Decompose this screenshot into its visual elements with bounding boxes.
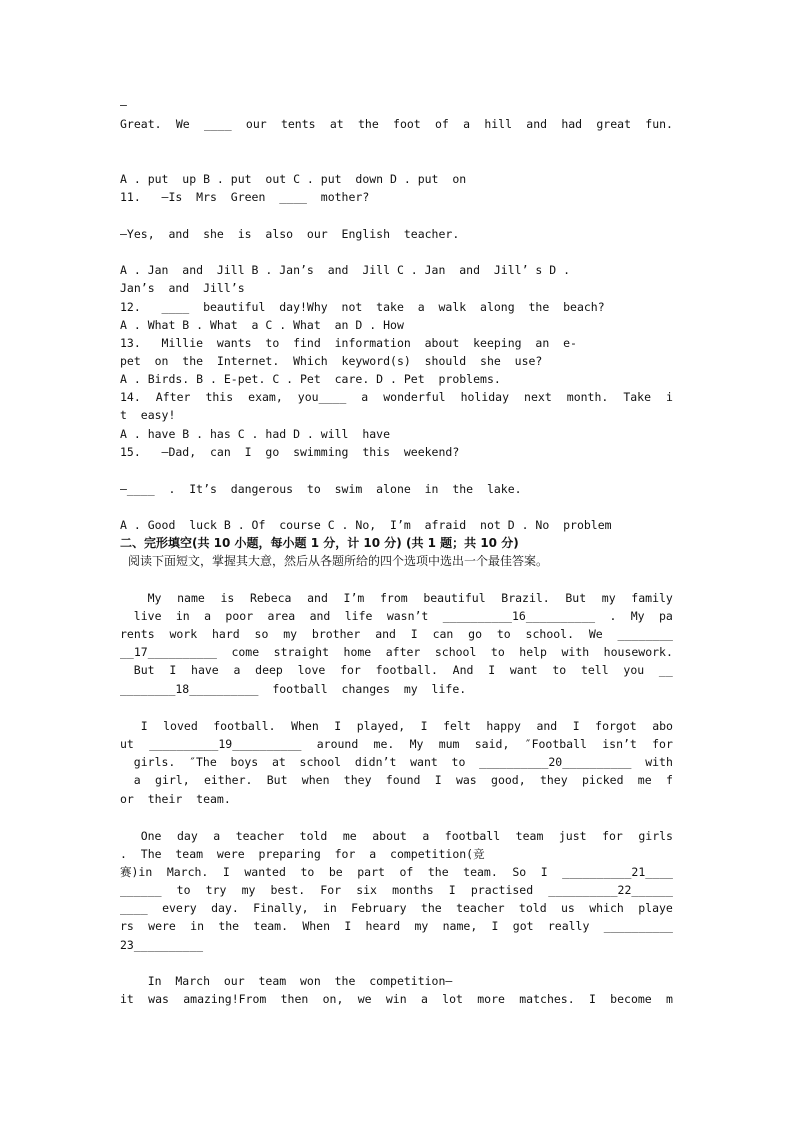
word: happy bbox=[486, 719, 521, 733]
passage-line: 23__________ bbox=[120, 938, 204, 952]
word: hard bbox=[211, 627, 240, 641]
word: for bbox=[602, 829, 623, 843]
word: ut bbox=[120, 737, 134, 751]
passage-line bbox=[120, 829, 673, 843]
word: f bbox=[665, 773, 673, 787]
passage-line: In March our team won the competition— bbox=[120, 974, 453, 988]
word: the bbox=[218, 919, 240, 933]
word: then bbox=[280, 992, 309, 1006]
word: beautiful bbox=[423, 591, 486, 605]
word: a bbox=[422, 829, 430, 843]
passage-line bbox=[120, 992, 673, 1006]
word: best. bbox=[270, 883, 306, 897]
word: After bbox=[155, 390, 191, 404]
word: football bbox=[444, 829, 501, 843]
word: help bbox=[519, 645, 547, 659]
word: So bbox=[512, 865, 527, 879]
word: name bbox=[177, 591, 205, 605]
word: in bbox=[175, 609, 190, 623]
word: heard bbox=[365, 919, 401, 933]
word: I bbox=[588, 992, 596, 1006]
passage-line bbox=[120, 719, 673, 733]
word: of bbox=[399, 865, 414, 879]
word: We bbox=[588, 627, 603, 641]
word: can bbox=[432, 627, 454, 641]
word: __________22______ bbox=[548, 883, 673, 897]
word: a bbox=[213, 829, 221, 843]
passage-line bbox=[120, 645, 673, 659]
word: go bbox=[468, 627, 483, 641]
word: they bbox=[539, 773, 568, 787]
word: a bbox=[204, 609, 212, 623]
word: My bbox=[147, 591, 162, 605]
question-10-stem bbox=[120, 117, 673, 131]
word: had bbox=[561, 117, 583, 131]
word: more bbox=[477, 992, 505, 1006]
word: girls. bbox=[133, 755, 176, 769]
word: 赛)in bbox=[120, 865, 153, 879]
question-14-stem bbox=[120, 390, 673, 404]
word: forgot bbox=[595, 719, 637, 733]
word: a bbox=[463, 117, 471, 131]
word: found bbox=[385, 773, 421, 787]
word: at bbox=[271, 755, 286, 769]
passage-line: or their team. bbox=[120, 792, 231, 806]
word: to bbox=[451, 755, 466, 769]
word: But bbox=[565, 591, 587, 605]
word: abo bbox=[652, 719, 673, 733]
word: tents bbox=[280, 117, 316, 131]
word: hill bbox=[484, 117, 513, 131]
word: rs bbox=[120, 919, 134, 933]
word: brother bbox=[311, 627, 361, 641]
word: name, bbox=[442, 919, 478, 933]
word: Great. bbox=[120, 117, 162, 131]
passage-line bbox=[120, 737, 673, 751]
word: just bbox=[558, 829, 587, 843]
word: family bbox=[631, 591, 673, 605]
word: practised bbox=[470, 883, 534, 897]
word: girls bbox=[638, 829, 673, 843]
word: amazing!From bbox=[183, 992, 267, 1006]
word: For bbox=[320, 883, 342, 897]
passage-line bbox=[120, 901, 673, 915]
word: a bbox=[133, 773, 141, 787]
passage-line bbox=[120, 591, 673, 605]
word: football. bbox=[375, 663, 438, 677]
word: month. bbox=[566, 390, 609, 404]
word: felt bbox=[443, 719, 471, 733]
word: got bbox=[512, 919, 534, 933]
word: I bbox=[434, 773, 442, 787]
word: want bbox=[509, 663, 538, 677]
word: school. bbox=[525, 627, 575, 641]
section-header: 二、完形填空(共 10 小题，每小题 1 分，计 10 分) (共 1 题；共 10 分) bbox=[120, 536, 519, 550]
word: I bbox=[222, 865, 230, 879]
word: love bbox=[297, 663, 326, 677]
word: and bbox=[307, 591, 328, 605]
word: me bbox=[342, 829, 357, 843]
question-10-options: A . put up B . put out C . put down D . put on bbox=[120, 172, 467, 186]
word: it bbox=[120, 992, 134, 1006]
word: wasn’t bbox=[386, 609, 429, 623]
question-11-options-cont: Jan’s and Jill’s bbox=[120, 281, 245, 295]
word: m bbox=[666, 992, 673, 1006]
word: six bbox=[356, 883, 377, 897]
word: lot bbox=[442, 992, 463, 1006]
word: I’m bbox=[343, 591, 365, 605]
word: on, bbox=[322, 992, 344, 1006]
question-15-stem: 15. —Dad, can I go swimming this weekend? bbox=[120, 445, 460, 459]
word: i bbox=[666, 390, 673, 404]
word: and bbox=[536, 719, 558, 733]
word: I bbox=[140, 719, 148, 733]
word: But bbox=[266, 773, 288, 787]
word: was bbox=[455, 773, 477, 787]
word: every bbox=[162, 901, 197, 915]
word: girl, bbox=[155, 773, 190, 787]
word: __________ bbox=[603, 919, 673, 933]
word: good, bbox=[491, 773, 526, 787]
word: team bbox=[515, 829, 544, 843]
word: I bbox=[572, 719, 580, 733]
passage-line bbox=[120, 663, 673, 677]
question-11-stem: 11. —Is Mrs Green ____ mother? bbox=[120, 190, 370, 204]
word: __17__________ bbox=[120, 645, 217, 659]
passage-line: ________18__________ football changes my life. bbox=[120, 682, 467, 696]
word: you bbox=[623, 663, 645, 677]
word: day. bbox=[211, 901, 239, 915]
word: area bbox=[267, 609, 296, 623]
passage-line bbox=[120, 865, 673, 879]
word: us bbox=[561, 901, 575, 915]
word: I bbox=[344, 919, 352, 933]
word: wanted bbox=[244, 865, 286, 879]
word: were bbox=[148, 919, 176, 933]
word: try bbox=[205, 883, 227, 897]
word: __________20__________ bbox=[479, 755, 632, 769]
word: part bbox=[357, 865, 385, 879]
passage-line bbox=[120, 755, 673, 769]
word: for bbox=[340, 663, 361, 677]
word: ________ bbox=[617, 627, 673, 641]
word: at bbox=[329, 117, 344, 131]
passage-line: . The team were preparing for a competition(竞 bbox=[120, 847, 485, 861]
word: told bbox=[518, 901, 547, 915]
word: to bbox=[496, 627, 511, 641]
word: this bbox=[205, 390, 234, 404]
word: rents bbox=[120, 627, 155, 641]
question-15-reply: —____ . It’s dangerous to swim alone in the lake. bbox=[120, 482, 522, 496]
word: ____ bbox=[120, 901, 148, 915]
question-12-stem: 12. ____ beautiful day!Why not take a walk along the beach? bbox=[120, 300, 605, 314]
word: I bbox=[420, 719, 428, 733]
word: of bbox=[434, 117, 449, 131]
word: be bbox=[328, 865, 343, 879]
passage-line bbox=[120, 773, 673, 787]
word: housework. bbox=[603, 645, 673, 659]
word: home bbox=[343, 645, 372, 659]
word: pa bbox=[658, 609, 673, 623]
word: me bbox=[637, 773, 652, 787]
question-15-options: A . Good luck B . Of course C . No, I’m afraid not D . No problem bbox=[120, 518, 612, 532]
word: didn’t bbox=[354, 755, 397, 769]
word: __________19__________ bbox=[149, 737, 302, 751]
passage-line bbox=[120, 609, 673, 623]
word: a bbox=[233, 663, 241, 677]
dash-line: — bbox=[120, 98, 127, 112]
word: team. bbox=[463, 865, 498, 879]
word: so bbox=[254, 627, 269, 641]
word: told bbox=[299, 829, 328, 843]
word: about bbox=[372, 829, 407, 843]
word: My bbox=[409, 737, 424, 751]
word: teacher bbox=[456, 901, 505, 915]
word: 14. bbox=[120, 390, 141, 404]
word: One bbox=[140, 829, 162, 843]
word: want bbox=[410, 755, 438, 769]
word: isn’t bbox=[602, 737, 637, 751]
word: I bbox=[169, 663, 177, 677]
word: they bbox=[343, 773, 372, 787]
word: with bbox=[561, 645, 590, 659]
word: to bbox=[176, 883, 191, 897]
word: and bbox=[375, 627, 396, 641]
question-14-options: A . have B . has C . had D . will have bbox=[120, 427, 391, 441]
word: Finally, bbox=[253, 901, 309, 915]
word: our bbox=[245, 117, 267, 131]
word: in bbox=[322, 901, 337, 915]
question-13-stem: 13. Millie wants to find information about keeping an e- bbox=[120, 336, 577, 350]
word: picked bbox=[581, 773, 624, 787]
word: teacher bbox=[235, 829, 285, 843]
word: Brazil. bbox=[501, 591, 550, 605]
word: around bbox=[316, 737, 359, 751]
word: when bbox=[301, 773, 330, 787]
word: school bbox=[434, 645, 477, 659]
word: in bbox=[190, 919, 205, 933]
word: ____ bbox=[203, 117, 232, 131]
word: wonderful bbox=[383, 390, 446, 404]
word: to bbox=[552, 663, 567, 677]
word: When bbox=[302, 919, 331, 933]
word: and bbox=[309, 609, 331, 623]
word: with bbox=[645, 755, 673, 769]
question-11-reply: —Yes, and she is also our English teacher. bbox=[120, 227, 460, 241]
word: I bbox=[540, 865, 548, 879]
word: ″Football bbox=[524, 737, 587, 751]
word: football. bbox=[213, 719, 276, 733]
word: And bbox=[452, 663, 474, 677]
word: I bbox=[448, 883, 456, 897]
word: playe bbox=[638, 901, 673, 915]
question-13-stem-cont: pet on the Internet. Which keyword(s) should she use? bbox=[120, 354, 543, 368]
word: have bbox=[191, 663, 219, 677]
word: a bbox=[361, 390, 369, 404]
word: matches. bbox=[519, 992, 575, 1006]
word: tell bbox=[580, 663, 609, 677]
word: When bbox=[291, 719, 319, 733]
word: I bbox=[334, 719, 342, 733]
passage-line bbox=[120, 627, 673, 641]
word: mum bbox=[438, 737, 460, 751]
word: My bbox=[630, 609, 645, 623]
word: __________21____ bbox=[562, 865, 673, 879]
word: But bbox=[133, 663, 155, 677]
word: ″The bbox=[189, 755, 217, 769]
word: my bbox=[241, 883, 256, 897]
word: the bbox=[420, 901, 442, 915]
word: is bbox=[220, 591, 235, 605]
passage-line bbox=[120, 883, 673, 897]
word: exam, bbox=[248, 390, 283, 404]
word: . bbox=[609, 609, 617, 623]
word: work bbox=[169, 627, 198, 641]
word: deep bbox=[255, 663, 283, 677]
section-instruction: 阅读下面短文，掌握其大意，然后从各题所给的四个选项中选出一个最佳答案。 bbox=[128, 554, 549, 568]
word: next bbox=[524, 390, 552, 404]
word: my bbox=[414, 919, 429, 933]
word: a bbox=[420, 992, 428, 1006]
word: really bbox=[547, 919, 590, 933]
question-11-options: A . Jan and Jill B . Jan’s and Jill C . Jan and Jill’ s D . bbox=[120, 263, 571, 277]
word: was bbox=[148, 992, 169, 1006]
word: after bbox=[385, 645, 421, 659]
word: foot bbox=[393, 117, 421, 131]
word: team. bbox=[253, 919, 289, 933]
word: either. bbox=[203, 773, 253, 787]
word: played, bbox=[356, 719, 406, 733]
word: you____ bbox=[297, 390, 347, 404]
word: the bbox=[357, 117, 379, 131]
word: holiday bbox=[460, 390, 510, 404]
word: to bbox=[300, 865, 315, 879]
word: live bbox=[133, 609, 162, 623]
word: ______ bbox=[120, 883, 162, 897]
word: Take bbox=[623, 390, 652, 404]
word: come bbox=[231, 645, 260, 659]
word: which bbox=[589, 901, 624, 915]
word: I bbox=[491, 919, 499, 933]
passage-line bbox=[120, 919, 673, 933]
word: we bbox=[357, 992, 372, 1006]
word: me. bbox=[373, 737, 395, 751]
word: March. bbox=[166, 865, 209, 879]
word: my bbox=[283, 627, 298, 641]
word: school bbox=[299, 755, 342, 769]
word: months bbox=[392, 883, 434, 897]
word: win bbox=[385, 992, 407, 1006]
word: straight bbox=[273, 645, 330, 659]
question-12-options: A . What B . What a C . What an D . How bbox=[120, 318, 404, 332]
word: from bbox=[379, 591, 408, 605]
word: to bbox=[490, 645, 505, 659]
word: fun. bbox=[645, 117, 673, 131]
word: I bbox=[488, 663, 496, 677]
question-14-stem-cont: t easy! bbox=[120, 408, 176, 422]
word: day bbox=[176, 829, 198, 843]
word: become bbox=[610, 992, 652, 1006]
word: said, bbox=[474, 737, 510, 751]
word: and bbox=[526, 117, 548, 131]
word: my bbox=[601, 591, 616, 605]
word: loved bbox=[163, 719, 198, 733]
word: for bbox=[652, 737, 673, 751]
word: life bbox=[344, 609, 373, 623]
word: We bbox=[175, 117, 190, 131]
word: February bbox=[351, 901, 407, 915]
word: the bbox=[427, 865, 449, 879]
word: poor bbox=[225, 609, 254, 623]
word: great bbox=[596, 117, 631, 131]
word: boys bbox=[230, 755, 259, 769]
word: I bbox=[410, 627, 418, 641]
word: __________16__________ bbox=[442, 609, 596, 623]
question-13-options: A . Birds. B . E-pet. C . Pet care. D . Pet problems. bbox=[120, 372, 501, 386]
word: __ bbox=[658, 663, 673, 677]
word: Rebeca bbox=[249, 591, 292, 605]
